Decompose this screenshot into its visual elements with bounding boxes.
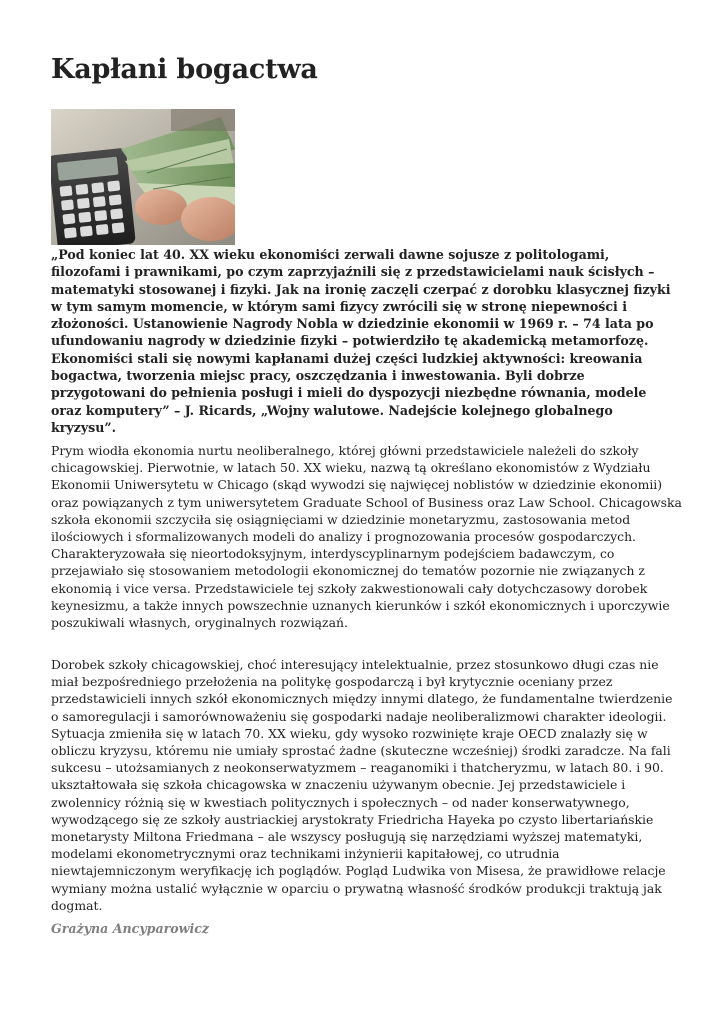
author-name: Grażyna Ancyparowicz bbox=[51, 921, 210, 936]
photo-calculator-banknotes-icon bbox=[51, 109, 235, 245]
body-paragraph: Dorobek szkoły chicagowskiej, choć interesujący intelektualnie, przez stosunkowo długi czas nie miał bezpośredniego przełożenia na politykę gospodarczą i był krytycznie oceniany przez przedstawicieli innych szkół ekonomicznych między innymi dlatego, że fundamentalne twierdzenie o samoregulacji i samorównoważeniu się gospodarki nadaje neoliberalizmowi charakter ideologii. Sytuacja zmieniła się w latach 70. XX wieku, gdy wysoko rozwinięte kraje OECD znalazły się w obliczu kryzysu, któremu nie umiały sprostać żadne (skuteczne wcześniej) środki zaradcze. Na fali sukcesu – utożsamianych z neokonserwatyzmem – reaganomiki i thatcheryzmu, w latach 80. i 90. ukształtowała się szkoła chicagowska w znaczeniu używanym obecnie. Jej przedstawiciele i zwolennicy różnią się w kwestiach politycznych i społecznych – od nader konserwatywnego, wywodzącego się ze szkoły austriackiej arystokraty Friedricha Hayeka po czysto libertariańskie monetarysty Miltona Friedmana – ale wszyscy posługują się narzędziami wyższej matematyki, modelami ekonometrycznymi oraz technikami inżynierii kapitałowej, co utrudnia niewtajemniczonym weryfikację ich poglądów. Pogląd Ludwika von Misesa, że prawidłowe relacje wymiany można ustalić wyłącznie w oparciu o prywatną własność środków produkcji traktują jak dogmat. bbox=[51, 657, 673, 913]
lead-quote: „Pod koniec lat 40. XX wieku ekonomiści zerwali dawne sojusze z politologami, filozofami i prawnikami, po czym zaprzyjaźnili się z przedstawicielami nauk ścisłych – matematyki stosowanej i fizyki. Jak na ironię zaczęli czerpać z dorobku klasycznej fizyki w tym samym momencie, w którym sami fizycy zwrócili się w stronę niepewności i złożoności. Ustanowienie Nagrody Nobla w dziedzinie ekonomii w 1969 r. – 74 lata po ufundowaniu nagrody w dziedzinie fizyki – potwierdziło tę akademicką metamorfozę. Ekonomiści stali się nowymi kapłanami dużej części ludzkiej aktywności: kreowania bogactwa, tworzenia miejsc pracy, oszczędzania i inwestowania. Byli dobrze przygotowani do pełnienia posługi i mieli do dyspozycji niezbędne równania, modele oraz komputery” – J. Ricards, „Wojny walutowe. Nadejście kolejnego globalnego kryzysu”. bbox=[51, 247, 671, 435]
body-paragraph: Prym wiodła ekonomia nurtu neoliberalnego, której główni przedstawiciele należeli do szkoły chicagowskiej. Pierwotnie, w latach 50. XX wieku, nazwą tą określano ekonomistów z Wydziału Ekonomii Uniwersytetu w Chicago (skąd wywodzi się najwięcej noblistów w dziedzinie ekonomii) oraz powiązanych z tym uniwersytetem Graduate School of Business oraz Law School. Chicagowska szkoła ekonomii szczyciła się osiągnięciami w dziedzinie monetaryzmu, zastosowania metod ilościowych i sformalizowanych modeli do analizy i prognozowania procesów gospodarczych. Charakteryzowała się nieortodoksyjnym, interdyscyplinarnym podejściem badawczym, co przejawiało się stosowaniem metodologii ekonomicznej do tematów pozornie nie związanych z ekonomią i vice versa. Przedstawiciele tej szkoły zakwestionowali cały dotychczasowy dorobek keynesizmu, a także innych powszechnie uznanych kierunków i szkół ekonomicznych i uporczywie poszukiwali własnych, oryginalnych rozwiązań. bbox=[51, 443, 682, 631]
article-title: Kapłani bogactwa bbox=[51, 54, 318, 85]
